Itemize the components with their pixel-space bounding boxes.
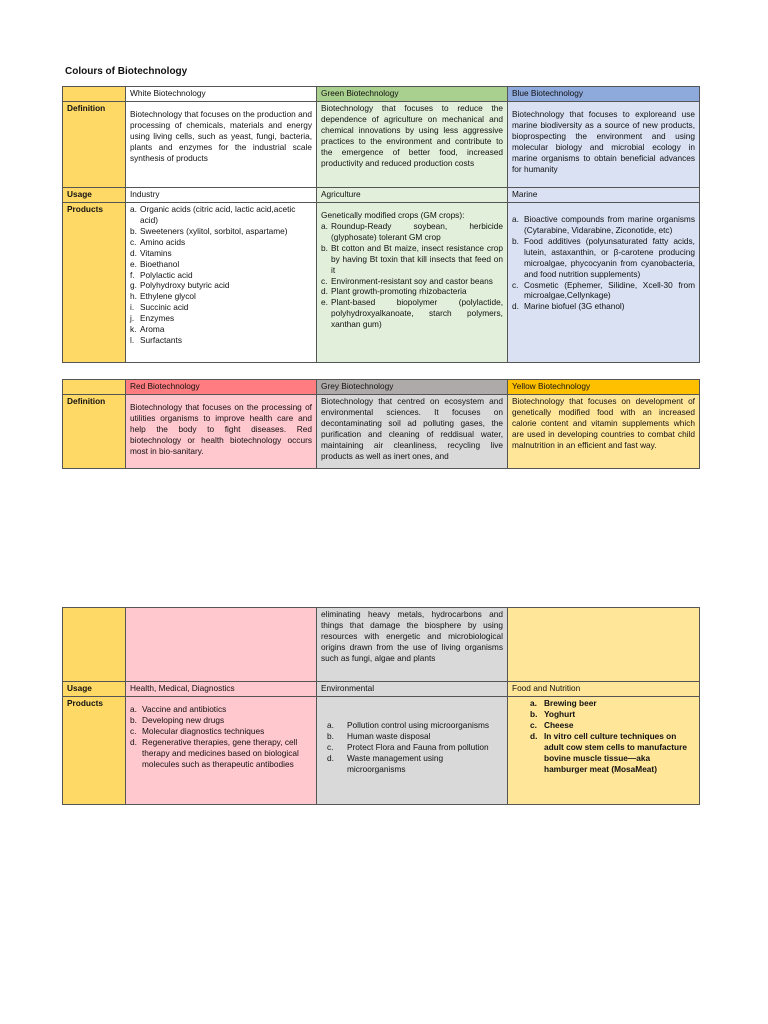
- grey-products: [317, 696, 508, 804]
- list-item: b. Developing new drugs: [130, 714, 225, 725]
- list-item: c. Cheese: [530, 719, 574, 730]
- yellow-definition-cont: [508, 608, 700, 682]
- list-item: a. Roundup-Ready soybean, herbicide (glyphosate) tolerant GM crop: [321, 220, 503, 242]
- list-item: a. Organic acids (citric acid, lactic acid,acetic acid): [130, 203, 296, 225]
- products-label: Products: [63, 696, 126, 804]
- list-item: c. Molecular diagnostics techniques: [130, 725, 265, 736]
- list-item: h. Ethylene glycol: [130, 291, 196, 302]
- white-products: [126, 202, 317, 362]
- white-definition: [126, 101, 317, 187]
- list-item: a. Vaccine and antibiotics: [130, 703, 227, 714]
- blue-header: Blue Biotechnology: [508, 87, 700, 102]
- list-item: c. Cosmetic (Ephemer, Silidine, Xcell-30 from microalgae,Cellynkage): [512, 279, 695, 301]
- green-products: [317, 202, 508, 362]
- blue-definition-text: Biotechnology that focuses to exploreand use marine biodiversity as a source of new products, bioprospecting the environment and using molecular biology and microbial ecology in marine organisms to obtain beneficial advances for humanity: [512, 108, 695, 174]
- list-item: d. Vitamins: [130, 247, 172, 258]
- grey-usage: Environmental: [317, 682, 508, 697]
- list-item: e. Bioethanol: [130, 258, 180, 269]
- yellow-usage: Food and Nutrition: [508, 682, 700, 697]
- red-definition-text: Biotechnology that focuses on the processing of utilities organisms to improve health care and help the body to fight diseases. Red biotechnology or health biotechnology occurs most in bio-sanitary.: [130, 401, 312, 456]
- definition-label: Definition: [63, 101, 126, 187]
- grey-definition: [317, 394, 508, 468]
- list-item: b. Yoghurt: [530, 708, 576, 719]
- red-header: Red Biotechnology: [126, 380, 317, 395]
- red-products-list: [130, 698, 312, 770]
- biotech-table-2: [62, 379, 700, 469]
- white-usage: Industry: [126, 187, 317, 202]
- usage-label: Usage: [63, 187, 126, 202]
- green-products-list: [321, 221, 503, 330]
- list-item: b. Bt cotton and Bt maize, insect resistance crop by having Bt toxin that kill insects that feed on it: [321, 242, 503, 275]
- list-item: c. Protect Flora and Fauna from pollution: [327, 741, 489, 752]
- white-definition-text: Biotechnology that focuses on the production and processing of chemicals, materials and energy using living cells, such as yeast, fungi, bacteria, plants and enzymes for the industrial scale synthesis of products: [130, 108, 312, 163]
- list-item: b. Food additives (polyunsaturated fatty acids, lutein, astaxanthin, or β-carotene producing microalgae, phycocyanin from cyanobacteria, and food nutrition supplements): [512, 235, 695, 279]
- list-item: l. Surfactants: [130, 335, 182, 346]
- red-usage: Health, Medical, Diagnostics: [126, 682, 317, 697]
- list-item: a. Bioactive compounds from marine organisms (Cytarabine, Vidarabine, Ziconotide, etc): [512, 213, 695, 235]
- white-products-list: [130, 204, 312, 346]
- list-item: c. Amino acids: [130, 236, 186, 247]
- list-item: d. Marine biofuel (3G ethanol): [512, 301, 625, 312]
- list-item: d. Plant growth-promoting rhizobacteria: [321, 286, 467, 297]
- green-products-intro: Genetically modified crops (GM crops):: [321, 209, 465, 220]
- yellow-definition: Biotechnology that focuses on development of genetically modified food with an increased calorie content and vitamin supplements which are used in developing countries to combat child malnutrition in an efficient and fast way.: [508, 394, 700, 468]
- yellow-products: [508, 696, 700, 804]
- blue-products: [508, 202, 700, 362]
- grey-definition-text: Biotechnology that centred on ecosystem and environmental sciences. It focuses on decontaminating soil ad polluting gases, the purification and cleaning of reddisual water, maintaining air cleanliness, recycling live products as well as inert ones, and: [321, 395, 503, 461]
- yellow-products-list: [512, 698, 695, 775]
- usage-label: Usage: [63, 682, 126, 697]
- blue-definition: [508, 101, 700, 187]
- corner-cell: [63, 380, 126, 395]
- list-item: g. Polyhydroxy butyric acid: [130, 280, 230, 291]
- yellow-header: Yellow Biotechnology: [508, 380, 700, 395]
- grey-definition-cont: eliminating heavy metals, hydrocarbons and things that damage the biosphere by using resources with energetic and microbiological origins drawn from the use of living organisms such as fungi, algae and plants: [317, 608, 508, 682]
- list-item: c. Environment-resistant soy and castor beans: [321, 275, 493, 286]
- list-item: d. Waste management using microorganisms: [327, 752, 444, 774]
- list-item: j. Enzymes: [130, 313, 175, 324]
- list-item: a. Brewing beer: [530, 697, 597, 708]
- red-definition-cont: [126, 608, 317, 682]
- green-header: Green Biotechnology: [317, 87, 508, 102]
- list-item: a. Pollution control using microorganisms: [327, 719, 490, 730]
- list-item: i. Succinic acid: [130, 302, 189, 313]
- red-definition: [126, 394, 317, 468]
- biotech-table-3: [62, 607, 700, 805]
- list-item: d. In vitro cell culture techniques on adult cow stem cells to manufacture bovine muscle tissue—aka hamburger meat (MosaMeat): [530, 730, 687, 774]
- definition-cont-label: [63, 608, 126, 682]
- products-label: Products: [63, 202, 126, 362]
- biotech-table-1: [62, 86, 700, 363]
- grey-products-list: [321, 698, 503, 775]
- corner-cell: [63, 87, 126, 102]
- blue-products-list: [512, 204, 695, 312]
- document-title: Colours of Biotechnology: [65, 66, 188, 77]
- list-item: e. Plant-based biopolymer (polylactide, polyhydroxyalkanoate, starch polymers, xanthan gum): [321, 297, 503, 330]
- white-header: White Biotechnology: [126, 87, 317, 102]
- red-products: [126, 696, 317, 804]
- list-item: b. Sweeteners (xylitol, sorbitol, aspartame): [130, 225, 288, 236]
- list-item: k. Aroma: [130, 324, 165, 335]
- list-item: f. Polylactic acid: [130, 269, 193, 280]
- blue-usage: Marine: [508, 187, 700, 202]
- list-item: b. Human waste disposal: [327, 730, 431, 741]
- definition-label: Definition: [63, 394, 126, 468]
- grey-header: Grey Biotechnology: [317, 380, 508, 395]
- green-usage: Agriculture: [317, 187, 508, 202]
- green-definition: Biotechnology that focuses to reduce the dependence of agriculture on mechanical and chemical innovations by using less aggressive practices to the environment and contribute to the emergence of better food, increased productivity and reduced production costs: [317, 101, 508, 187]
- list-item: d. Regenerative therapies, gene therapy, cell therapy and medicines based on biological molecules such as therapeutic antibodies: [130, 736, 299, 769]
